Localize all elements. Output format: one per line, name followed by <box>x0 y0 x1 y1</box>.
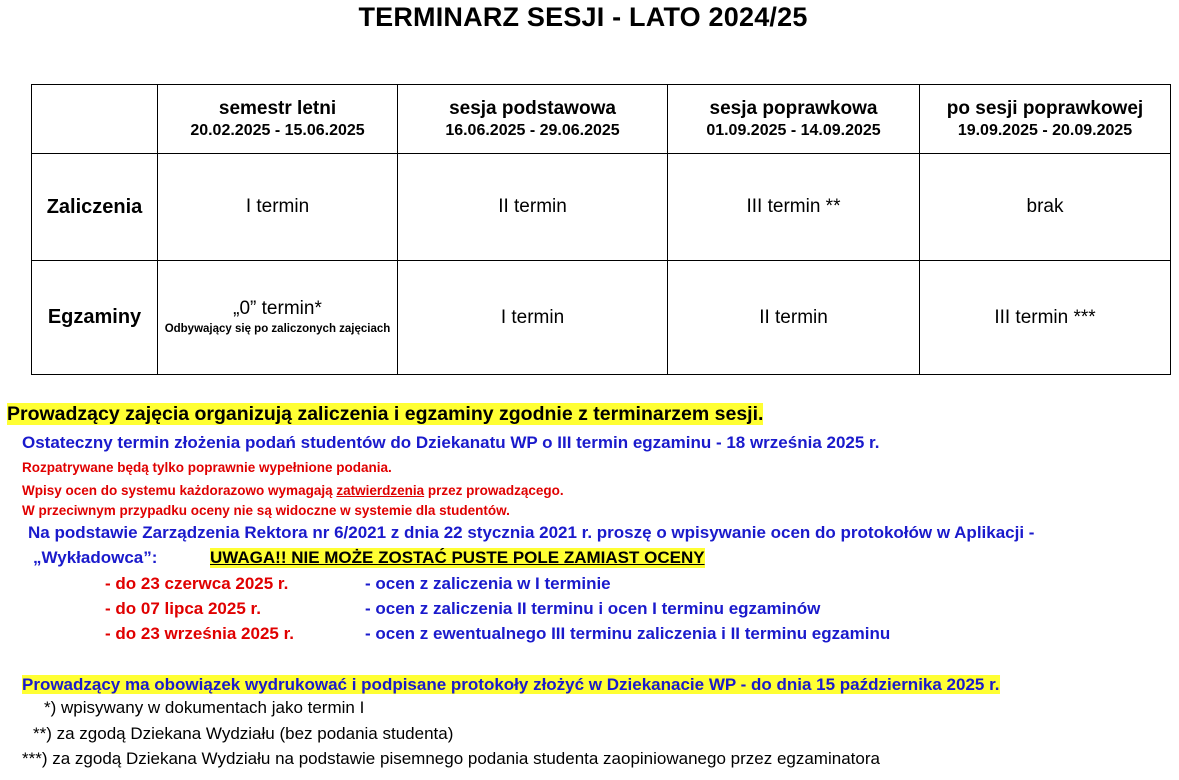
table-cell <box>158 261 398 375</box>
highlighted-print-note: Prowadzący ma obowiązek wydrukować i podpisane protokoły złożyć w Dziekanacie WP - do dnia 15 października 2025 r. <box>22 675 1000 694</box>
column-name: po sesji poprawkowej <box>946 98 1144 119</box>
red-note-2 <box>22 483 564 498</box>
page-title: TERMINARZ SESJI - LATO 2024/25 <box>358 2 808 32</box>
column-date-range: 19.09.2025 - 20.09.2025 <box>957 122 1133 139</box>
session-schedule-table <box>31 84 1171 375</box>
column-header <box>668 85 920 154</box>
print-protocol-note <box>22 675 1000 695</box>
column-date-range: 20.02.2025 - 15.06.2025 <box>190 122 365 139</box>
table-cell: III termin ** <box>668 154 920 261</box>
deadline-description: - ocen z zaliczenia II terminu i ocen I terminu egzaminów <box>365 599 821 618</box>
table-cell: I termin <box>158 154 398 261</box>
column-header <box>158 85 398 154</box>
table-corner-cell <box>32 85 158 154</box>
app-name: „Wykładowca”: <box>33 548 158 567</box>
table-cell: II termin <box>668 261 920 375</box>
column-header <box>398 85 668 154</box>
table-cell: brak <box>920 154 1171 261</box>
red-note-1: Rozpatrywane będą tylko poprawnie wypełnione podania. <box>22 460 392 475</box>
column-date-range: 16.06.2025 - 29.06.2025 <box>445 122 620 139</box>
warning-banner: UWAGA!! NIE MOŻE ZOSTAĆ PUSTE POLE ZAMIAST OCENY <box>210 548 705 567</box>
deadline-description: - ocen z zaliczenia w I terminie <box>365 574 611 593</box>
row-label: Egzaminy <box>32 261 158 375</box>
red-note-2-post: przez prowadzącego. <box>424 483 564 498</box>
deadline-date: - do 23 czerwca 2025 r. <box>105 574 289 593</box>
table-cell: III termin *** <box>920 261 1171 375</box>
headline-note <box>7 403 763 426</box>
table-cell: I termin <box>398 261 668 375</box>
row-label: Zaliczenia <box>32 154 158 261</box>
footnote-3: ***) za zgodą Dziekana Wydziału na podstawie pisemnego podania studenta zaopiniowanego przez egzaminatora <box>22 749 880 768</box>
column-name: sesja podstawowa <box>449 98 616 119</box>
cell-value: „0” termin* <box>233 297 322 319</box>
red-note-3: W przeciwnym przypadku oceny nie są widoczne w systemie dla studentów. <box>22 503 510 518</box>
app-note <box>33 548 705 568</box>
column-date-range: 01.09.2025 - 14.09.2025 <box>706 122 881 139</box>
red-note-2-underlined: zatwierdzenia <box>336 483 425 498</box>
footnote-1: *) wpisywany w dokumentach jako termin I <box>44 698 365 717</box>
decree-note: Na podstawie Zarządzenia Rektora nr 6/2021 z dnia 22 stycznia 2021 r. proszę o wpisywanie ocen do protokołów w Aplikacji - <box>28 523 1035 542</box>
highlighted-headline: Prowadzący zajęcia organizują zaliczenia i egzaminy zgodnie z terminarzem sesji. <box>7 403 764 425</box>
deadline-date: - do 23 września 2025 r. <box>105 624 294 643</box>
column-name: semestr letni <box>218 98 337 119</box>
table-header-row <box>32 85 1171 154</box>
column-name: sesja poprawkowa <box>709 98 878 119</box>
red-note-2-pre: Wpisy ocen do systemu każdorazowo wymagają <box>22 483 337 498</box>
cell-note: Odbywający się po zaliczonych zajęciach <box>164 322 391 335</box>
deadline-date: - do 07 lipca 2025 r. <box>105 599 261 618</box>
deadline-description: - ocen z ewentualnego III terminu zaliczenia i II terminu egzaminu <box>365 624 891 643</box>
table-cell: II termin <box>398 154 668 261</box>
footnote-2: **) za zgodą Dziekana Wydziału (bez podania studenta) <box>33 724 454 743</box>
deadline-note: Ostateczny termin złożenia podań studentów do Dziekanatu WP o III termin egzaminu - 18 września 2025 r. <box>22 433 880 452</box>
column-header <box>920 85 1171 154</box>
table-row-zaliczenia <box>32 154 1171 261</box>
table-row-egzaminy <box>32 261 1171 375</box>
